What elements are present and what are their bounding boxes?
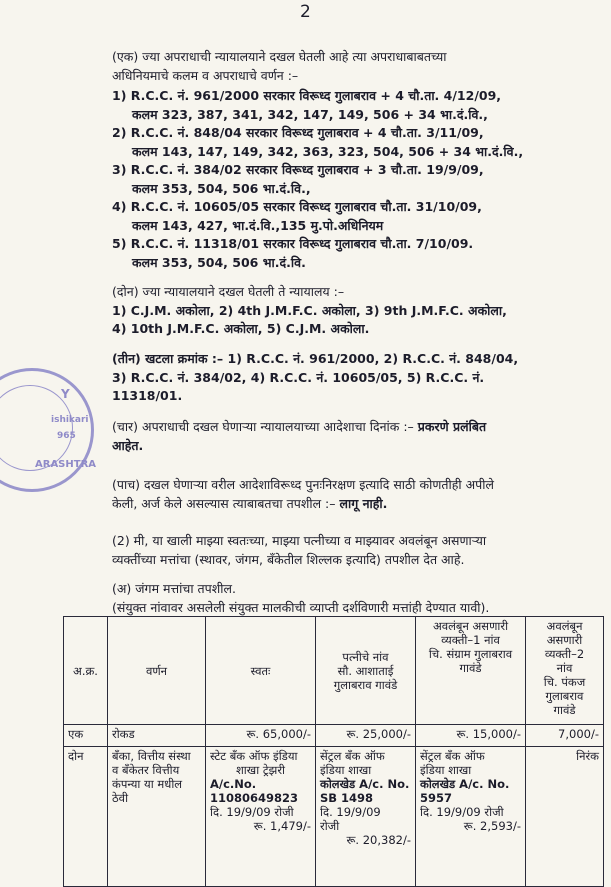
official-seal xyxy=(0,368,97,492)
appeal-value: लागू नाही. xyxy=(339,495,388,511)
row1-sr: एक xyxy=(64,725,108,747)
header-self: स्वतः xyxy=(206,617,316,725)
row1-description: रोकड xyxy=(108,725,206,747)
row2-dependent1: सेंट्रल बँक ऑफ इंडिया शाखा कोलखेड A/c. No. 5957 दि. 19/9/09 रोजी रू. 2,593/- xyxy=(416,747,526,887)
header-dependent1: अवलंबून असणारी व्यक्ती–1 नांव चि. संग्राम गुलाबराव गावंडे xyxy=(416,617,526,725)
case-number-section xyxy=(112,350,582,406)
offence-section xyxy=(112,48,582,85)
header-wife: पत्नीचे नांव सौ. आशाताई गुलाबराव गावंडे xyxy=(316,617,416,725)
case-number-line1: (तीन) खटला क्रमांक :– 1) R.C.C. नं. 961/2000, 2) R.C.C. नं. 848/04, xyxy=(112,351,519,366)
declaration-section xyxy=(112,532,582,569)
case-item-4: 4) R.C.C. नं. 10605/05 सरकार विरूध्द गुलाबराव चौ.ता. 31/10/09, कलम 143, 427, भा.दं.वि.,135 मु.पो.अधिनियम xyxy=(112,199,482,233)
row2-dependent2: निरंक xyxy=(526,747,604,887)
court-section xyxy=(112,283,582,339)
declaration-line2: व्यक्तींच्या मत्तांचा (स्थावर, जंगम, बँकेतील शिल्लक इत्यादि) तपशील देत आहे. xyxy=(112,551,465,567)
page-number: 2 xyxy=(300,2,311,22)
table-row xyxy=(64,747,604,887)
case-item-2: 2) R.C.C. नं. 848/04 सरकार विरूध्द गुलाबराव + 4 चौ.ता. 3/11/09, कलम 143, 147, 149, 342, 363, 323, 504, 506 + 34 भा.दं.वि., xyxy=(112,125,524,159)
row1-wife: रू. 25,000/- xyxy=(316,725,416,747)
movable-assets-table xyxy=(63,616,604,887)
offence-intro-line2: अधिनियमाचे कलम व अपराधाचे वर्णन :– xyxy=(112,67,299,83)
movable-heading: (अ) जंगम मत्तांचा तपशील. xyxy=(112,581,236,596)
row1-self: रू. 65,000/- xyxy=(206,725,316,747)
order-date-value: प्रकरणे प्रलंबित xyxy=(417,419,487,434)
declaration-line1: (2) मी, या खाली माझ्या स्वतःच्या, माझ्या पत्नीच्या व माझ्यावर अवलंबून असणाऱ्या xyxy=(112,533,487,548)
case-number-line2: 3) R.C.C. नं. 384/02, 4) R.C.C. नं. 10605/05, 5) R.C.C. नं. xyxy=(112,369,485,385)
header-description: वर्णन xyxy=(108,617,206,725)
order-date-section xyxy=(112,418,582,455)
row2-self: स्टेट बँक ऑफ इंडिया शाखा ट्रेझरी A/c.No. 11080649823 दि. 19/9/09 रोजी रू. 1,479/- xyxy=(206,747,316,887)
row2-sr: दोन xyxy=(64,747,108,887)
movable-assets-section xyxy=(112,580,602,617)
row2-wife: सेंट्रल बँक ऑफ इंडिया शाखा कोलखेड A/c. No. SB 1498 दि. 19/9/09 रोजी रू. 20,382/- xyxy=(316,747,416,887)
seal-text-bottom: ARASHTRA xyxy=(35,459,97,470)
seal-text-top: Y xyxy=(61,387,70,401)
row2-description: बँका, वित्तीय संस्था व बँकेतर वित्तीय कंपन्या या मधील ठेवी xyxy=(108,747,206,887)
court-heading: (दोन) ज्या न्यायालयाने दखल घेतली ते न्यायालय :– xyxy=(112,284,345,299)
case-item-1: 1) R.C.C. नं. 961/2000 सरकार विरूध्द गुलाबराव + 4 चौ.ता. 4/12/09, कलम 323, 387, 341, 342, 147, 149, 506 + 34 भा.दं.वि., xyxy=(112,88,502,122)
table-header-row xyxy=(64,617,604,725)
row1-dependent1: रू. 15,000/- xyxy=(416,725,526,747)
appeal-line2: केली, अर्ज केले असल्यास त्याबाबतचा तपशील :– लागू नाही. xyxy=(112,495,388,511)
appeal-line1: (पाच) दखल घेणाऱ्या वरील आदेशाविरूध्द पुनःनिरक्षण इत्यादि साठी कोणतीही अपीले xyxy=(112,477,494,492)
offence-intro-line1: (एक) ज्या अपराधाची न्यायालयाने दखल घेतली आहे त्या अपराधाबाबतच्या xyxy=(112,49,447,64)
order-date-line2: आहेत. xyxy=(112,437,144,453)
appeal-section xyxy=(112,476,582,513)
header-dependent2: अवलंबून असणारी व्यक्ती–2 नांव चि. पंकज गुलाबराव गावंडे xyxy=(526,617,604,725)
table-row xyxy=(64,725,604,747)
case-list xyxy=(112,87,582,272)
case-item-5: 5) R.C.C. नं. 11318/01 सरकार विरूध्द गुलाबराव चौ.ता. 7/10/09. कलम 353, 504, 506 भा.दं.वि. xyxy=(112,236,474,270)
court-line1: 1) C.J.M. अकोला, 2) 4th J.M.F.C. अकोला, 3) 9th J.M.F.C. अकोला, xyxy=(112,302,507,318)
seal-text-mid1: ishikari xyxy=(51,415,89,425)
order-date-line1: (चार) अपराधाची दखल घेणाऱ्या न्यायालयाच्या आदेशाचा दिनांक :– प्रकरणे प्रलंबित xyxy=(112,419,487,434)
movable-note: (संयुक्त नांवावर असलेली संयुक्त मालकीची व्याप्ती दर्शविणारी मत्तांही देण्यात यावी). xyxy=(112,599,490,615)
court-line2: 4) 10th J.M.F.C. अकोला, 5) C.J.M. अकोला. xyxy=(112,321,370,336)
seal-text-mid2: 965 xyxy=(57,431,76,441)
case-item-3: 3) R.C.C. नं. 384/02 सरकार विरूध्द गुलाबराव + 3 चौ.ता. 19/9/09, कलम 353, 504, 506 भा.दं.वि., xyxy=(112,162,484,196)
case-number-line3: 11318/01. xyxy=(112,388,183,403)
header-sr: अ.क्र. xyxy=(64,617,108,725)
row1-dependent2: 7,000/- xyxy=(526,725,604,747)
